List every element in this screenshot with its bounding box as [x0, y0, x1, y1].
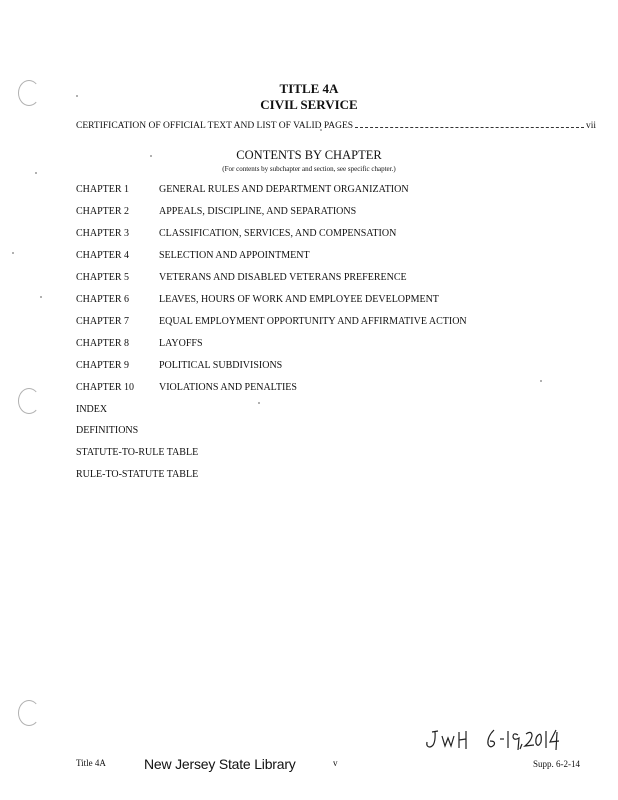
signature-text: JWH 6-19-2014: [424, 760, 431, 761]
scan-speck: [258, 402, 260, 404]
chapter-title: VIOLATIONS AND PENALTIES: [159, 382, 297, 393]
contents-heading: CONTENTS BY CHAPTER: [236, 148, 382, 162]
handwritten-signature: [424, 722, 574, 762]
chapter-title: POLITICAL SUBDIVISIONS: [159, 360, 283, 371]
chapter-row: [76, 206, 356, 217]
footer-title: Title 4A: [76, 758, 106, 768]
dot-leader: [355, 127, 584, 128]
chapter-title: APPEALS, DISCIPLINE, AND SEPARATIONS: [159, 206, 357, 217]
chapter-label: CHAPTER 7: [76, 316, 130, 327]
certification-label: CERTIFICATION OF OFFICIAL TEXT AND LIST OF VALID PAGES: [76, 121, 354, 131]
statute-to-rule-entry: STATUTE-TO-RULE TABLE: [76, 447, 199, 458]
chapter-title: GENERAL RULES AND DEPARTMENT ORGANIZATION: [159, 184, 409, 195]
title-name: CIVIL SERVICE: [260, 97, 358, 112]
chapter-title: SELECTION AND APPOINTMENT: [159, 250, 310, 261]
chapter-label: CHAPTER 1: [76, 184, 130, 195]
chapter-row: [76, 228, 396, 239]
chapter-row: [76, 184, 409, 195]
chapter-title: LEAVES, HOURS OF WORK AND EMPLOYEE DEVELOPMENT: [159, 294, 439, 305]
chapter-label: CHAPTER 8: [76, 338, 130, 349]
rule-to-statute-entry: RULE-TO-STATUTE TABLE: [76, 469, 199, 480]
chapter-label: CHAPTER 4: [76, 250, 130, 261]
punch-hole-bottom: [18, 700, 40, 726]
page-number: v: [333, 758, 338, 768]
certification-entry: [76, 121, 596, 131]
chapter-row: [76, 316, 467, 327]
chapter-title: VETERANS AND DISABLED VETERANS PREFERENCE: [159, 272, 407, 283]
chapter-row: [76, 294, 439, 305]
chapter-title: EQUAL EMPLOYMENT OPPORTUNITY AND AFFIRMATIVE ACTION: [159, 316, 467, 327]
chapter-title: CLASSIFICATION, SERVICES, AND COMPENSATION: [159, 228, 397, 239]
punch-hole-middle: [18, 388, 40, 414]
chapter-label: CHAPTER 10: [76, 382, 135, 393]
scan-speck: [40, 296, 42, 298]
chapter-label: CHAPTER 6: [76, 294, 130, 305]
index-entry: INDEX: [76, 404, 108, 415]
title-number: TITLE 4A: [279, 81, 339, 96]
chapter-row: [76, 382, 297, 393]
certification-page: vii: [585, 121, 596, 131]
chapter-row: [76, 360, 282, 371]
definitions-entry: DEFINITIONS: [76, 425, 139, 436]
chapter-label: CHAPTER 5: [76, 272, 130, 283]
chapter-row: [76, 250, 310, 261]
chapter-row: [76, 338, 203, 349]
chapter-title: LAYOFFS: [159, 338, 203, 349]
chapter-label: CHAPTER 3: [76, 228, 130, 239]
chapter-row: [76, 272, 407, 283]
scan-speck: [540, 380, 542, 382]
chapter-label: CHAPTER 2: [76, 206, 130, 217]
supplement-date: Supp. 6-2-14: [533, 759, 580, 769]
library-stamp: New Jersey State Library: [144, 756, 296, 772]
scan-speck: [12, 252, 14, 254]
chapter-label: CHAPTER 9: [76, 360, 130, 371]
contents-note: (For contents by subchapter and section, see specific chapter.): [222, 165, 396, 173]
